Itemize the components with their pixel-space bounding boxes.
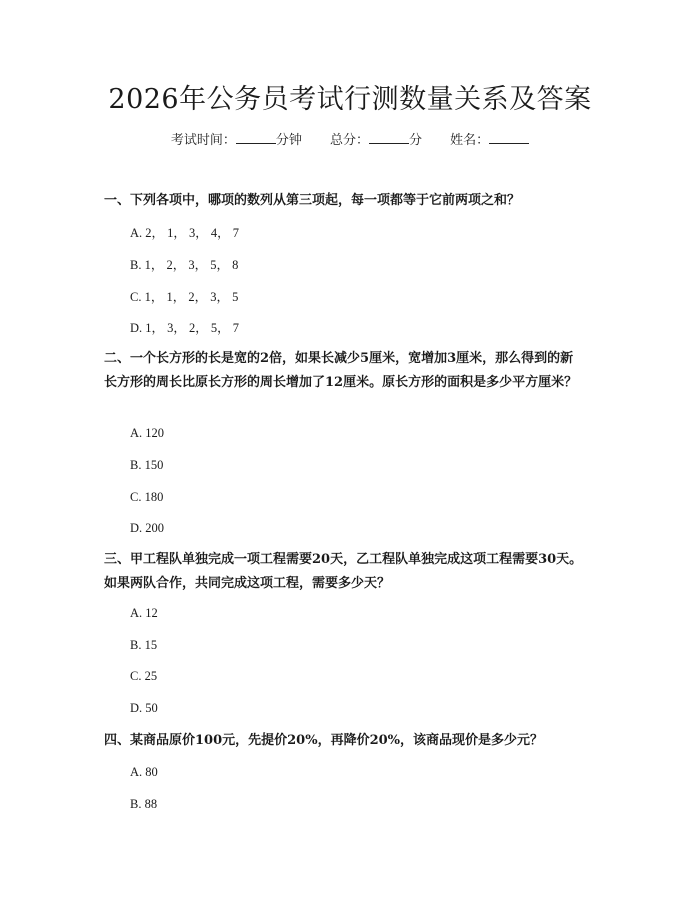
question-1-option-c: C. 1， 1， 2， 3， 5 (130, 290, 239, 304)
question-2-option-b: B. 150 (130, 458, 164, 472)
question-2-option-d: D. 200 (130, 521, 165, 535)
question-4-text: 四、某商品原价100元，先提价20%，再降价20%，该商品现价是多少元？ (104, 733, 544, 748)
question-1-option-a: A. 2， 1， 3， 4， 7 (130, 226, 240, 240)
question-1-option-d: D. 1， 3， 2， 5， 7 (130, 321, 240, 335)
question-2-option-a: A. 120 (130, 426, 165, 440)
exam-time-unit: 分钟 (275, 133, 302, 148)
question-3-text: 三、甲工程队单独完成一项工程需要20天，乙工程队单独完成这项工程需要30天。如果两队合作，共同完成这项工程，需要多少天？ (104, 552, 583, 591)
question-3-option-b: B. 15 (130, 638, 158, 652)
name-field (450, 133, 529, 148)
total-score-blank (369, 130, 409, 144)
question-1-option-b: B. 1， 2， 3， 5， 8 (130, 258, 239, 272)
exam-time-blank (236, 130, 276, 144)
exam-info-line (0, 130, 700, 151)
total-score-field (330, 133, 422, 148)
question-3-option-d: D. 50 (130, 701, 158, 715)
total-score-unit: 分 (409, 133, 423, 148)
name-label: 姓名： (450, 133, 490, 148)
total-score-label: 总分： (329, 133, 369, 148)
question-3-option-a: A. 12 (130, 606, 158, 620)
question-3-option-c: C. 25 (130, 669, 158, 683)
exam-time-label: 考试时间： (170, 133, 236, 148)
question-1-text: 一、下列各项中，哪项的数列从第三项起，每一项都等于它前两项之和？ (104, 193, 521, 208)
exam-time-field (171, 133, 302, 148)
question-2-text: 二、一个长方形的长是宽的2倍，如果长减少5厘米，宽增加3厘米，那么得到的新长方形的周长比原长方形的周长增加了12厘米。原长方形的面积是多少平方厘米？ (104, 351, 578, 390)
question-4-option-b: B. 88 (130, 797, 158, 811)
question-4-option-a: A. 80 (130, 765, 158, 779)
page-title: 2026年公务员考试行测数量关系及答案 (108, 84, 592, 115)
name-blank (489, 130, 529, 144)
question-2-option-c: C. 180 (130, 490, 164, 504)
